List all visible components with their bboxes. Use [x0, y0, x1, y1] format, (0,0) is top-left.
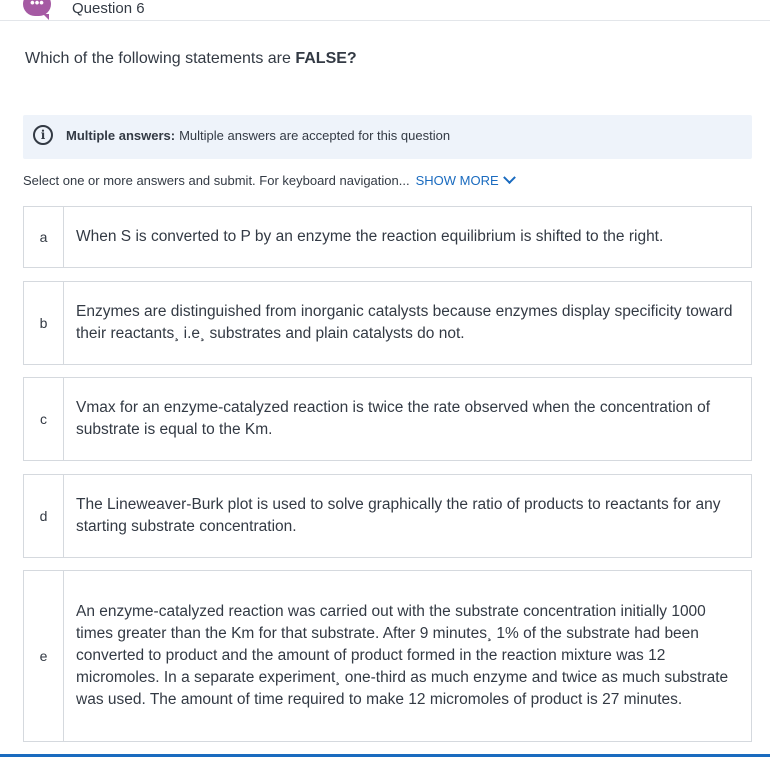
- option-text: Vmax for an enzyme-catalyzed reaction is twice the rate observed when the concentration of substrate is equal to the Km.: [76, 399, 711, 438]
- notice-description: Multiple answers are accepted for this question: [179, 128, 451, 143]
- option-text: An enzyme-catalyzed reaction was carried out with the substrate concentration initially 1000 times greater than the Km for that substrate. After 9 minutes¸ 1% of the substrate had been converted to product and the amount of product formed in the reaction mixture was 12 micromoles. In a separate experiment¸ one-third as much enzyme and twice as much substrate was used. The amount of time required to make 12 micromoles of product is 27 minutes.: [76, 603, 729, 708]
- question-prompt: [25, 50, 357, 68]
- question-header: [0, 0, 770, 21]
- notice-label: Multiple answers:: [66, 128, 176, 143]
- option-letter: b: [24, 282, 64, 364]
- multiple-answers-notice: [23, 115, 752, 159]
- option-letter: d: [24, 475, 64, 557]
- answer-option-a[interactable]: [23, 206, 752, 268]
- notice-text: [66, 128, 450, 143]
- question-prompt-text: Which of the following statements are: [25, 50, 296, 67]
- option-text: When S is converted to P by an enzyme the reaction equilibrium is shifted to the right.: [76, 228, 664, 245]
- option-text: The Lineweaver-Burk plot is used to solve graphically the ratio of products to reactants for any starting substrate concentration.: [76, 496, 721, 535]
- option-letter: c: [24, 378, 64, 460]
- answer-option-e[interactable]: [23, 570, 752, 742]
- option-letter: a: [24, 207, 64, 267]
- info-icon: i: [33, 125, 53, 145]
- show-more-label: SHOW MORE: [415, 173, 499, 188]
- option-letter: e: [24, 571, 64, 741]
- answer-option-c[interactable]: [23, 377, 752, 461]
- answer-option-d[interactable]: [23, 474, 752, 558]
- question-prompt-emphasis: FALSE?: [295, 50, 357, 67]
- chat-bubble-icon: •••: [23, 0, 51, 16]
- show-more-button[interactable]: [416, 173, 514, 188]
- answer-option-b[interactable]: [23, 281, 752, 365]
- answer-instructions: [23, 173, 514, 188]
- option-text: Enzymes are distinguished from inorganic catalysts because enzymes display specificity toward their reactants¸ i.e¸ substrates and plain catalysts do not.: [76, 303, 733, 342]
- chevron-down-icon: [503, 171, 516, 184]
- question-title: Question 6: [72, 0, 145, 17]
- instructions-text: Select one or more answers and submit. For keyboard navigation...: [23, 173, 410, 188]
